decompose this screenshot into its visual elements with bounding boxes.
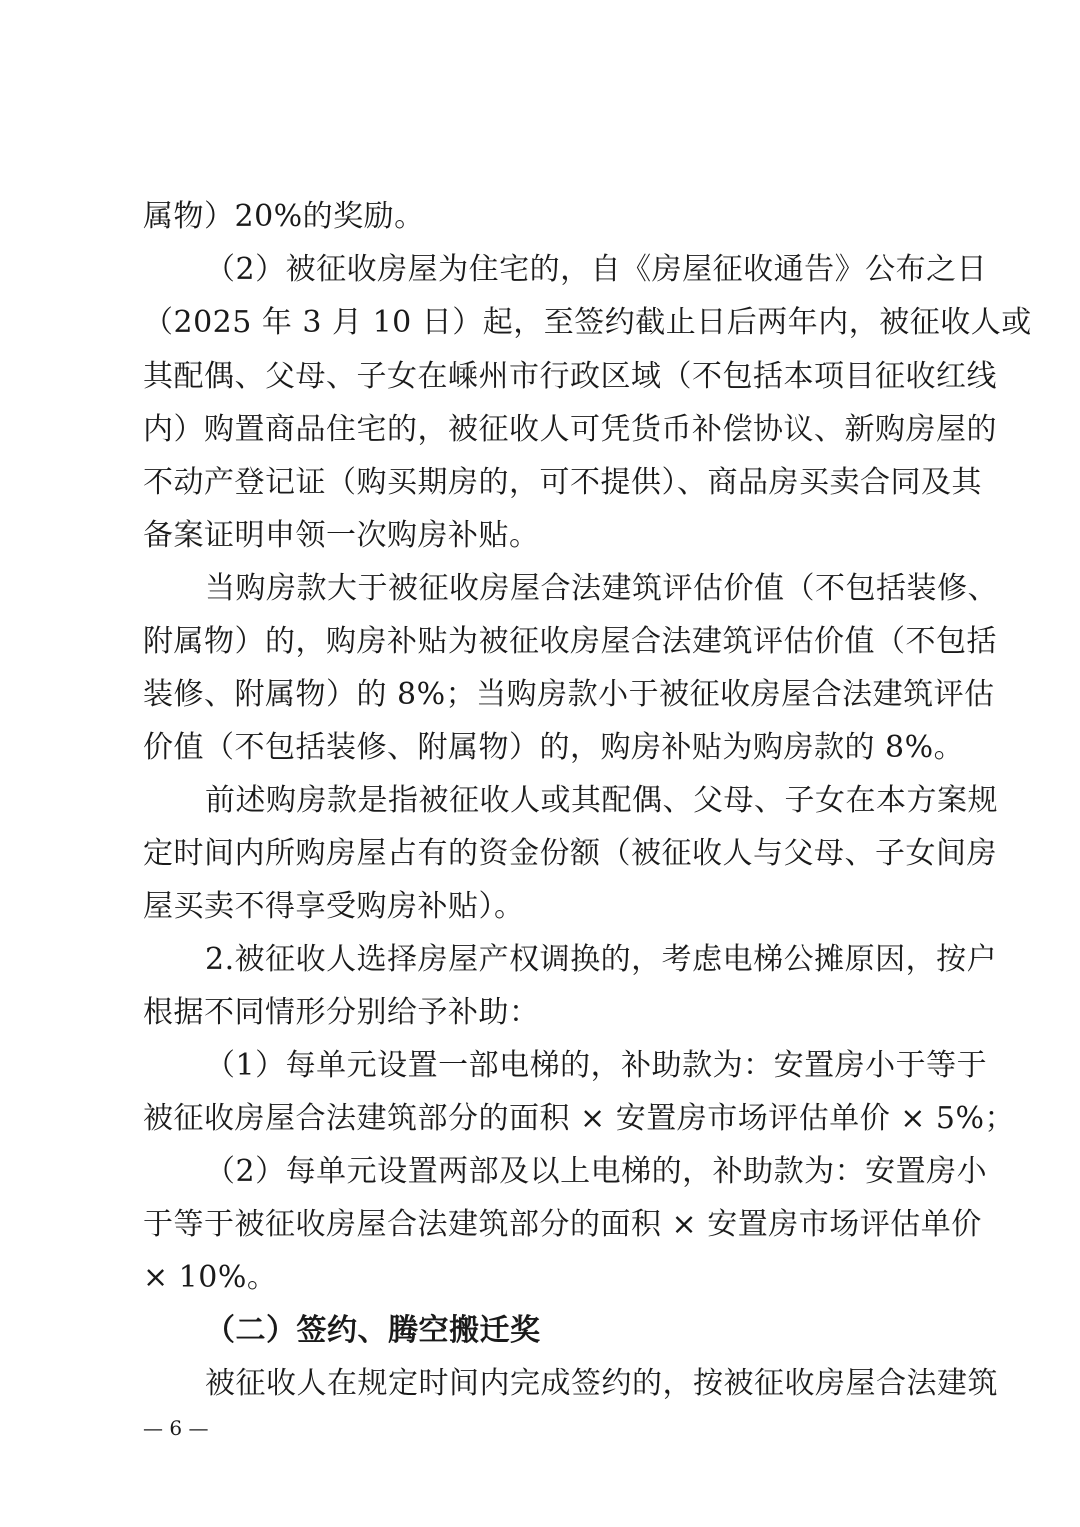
paragraph-line: 附属物）的，购房补贴为被征收房屋合法建筑评估价值（不包括 [143,624,997,659]
paragraph-line: 装修、附属物）的 8%；当购房款小于被征收房屋合法建筑评估 [143,677,995,712]
paragraph-line: × 10%。 [143,1260,278,1295]
paragraph-line: 前述购房款是指被征收人或其配偶、父母、子女在本方案规 [205,783,998,818]
paragraph-line: （2025 年 3 月 10 日）起，至签约截止日后两年内，被征收人或 [143,305,1032,340]
paragraph-line: 备案证明申领一次购房补贴。 [143,518,540,553]
paragraph-line: 于等于被征收房屋合法建筑部分的面积 × 安置房市场评估单价 [143,1207,982,1242]
paragraph-line: 被征收房屋合法建筑部分的面积 × 安置房市场评估单价 × 5%； [143,1101,1016,1136]
paragraph-line: 当购房款大于被征收房屋合法建筑评估价值（不包括装修、 [205,571,998,606]
paragraph-line: 价值（不包括装修、附属物）的，购房补贴为购房款的 8%。 [143,730,965,765]
paragraph-line: 定时间内所购房屋占有的资金份额（被征收人与父母、子女间房 [143,836,997,871]
page-number: — 6 — [143,1416,209,1440]
paragraph-line: （1）每单元设置一部电梯的，补助款为：安置房小于等于 [205,1048,988,1083]
paragraph-line: 属物）20%的奖励。 [143,199,425,234]
section-heading: （二）签约、腾空搬迁奖 [205,1313,541,1348]
paragraph-line: 不动产登记证（购买期房的，可不提供）、商品房买卖合同及其 [143,465,982,500]
paragraph-line: 被征收人在规定时间内完成签约的，按被征收房屋合法建筑 [205,1366,998,1401]
paragraph-line: 2.被征收人选择房屋产权调换的，考虑电梯公摊原因，按户 [205,942,998,977]
paragraph-line: （2）被征收房屋为住宅的，自《房屋征收通告》公布之日 [205,252,988,287]
paragraph-line: 其配偶、父母、子女在嵊州市行政区域（不包括本项目征收红线 [143,359,997,394]
paragraph-line: （2）每单元设置两部及以上电梯的，补助款为：安置房小 [205,1154,988,1189]
paragraph-line: 内）购置商品住宅的，被征收人可凭货币补偿协议、新购房屋的 [143,412,997,447]
paragraph-line: 根据不同情形分别给予补助： [143,995,540,1030]
paragraph-line: 屋买卖不得享受购房补贴）。 [143,889,525,924]
